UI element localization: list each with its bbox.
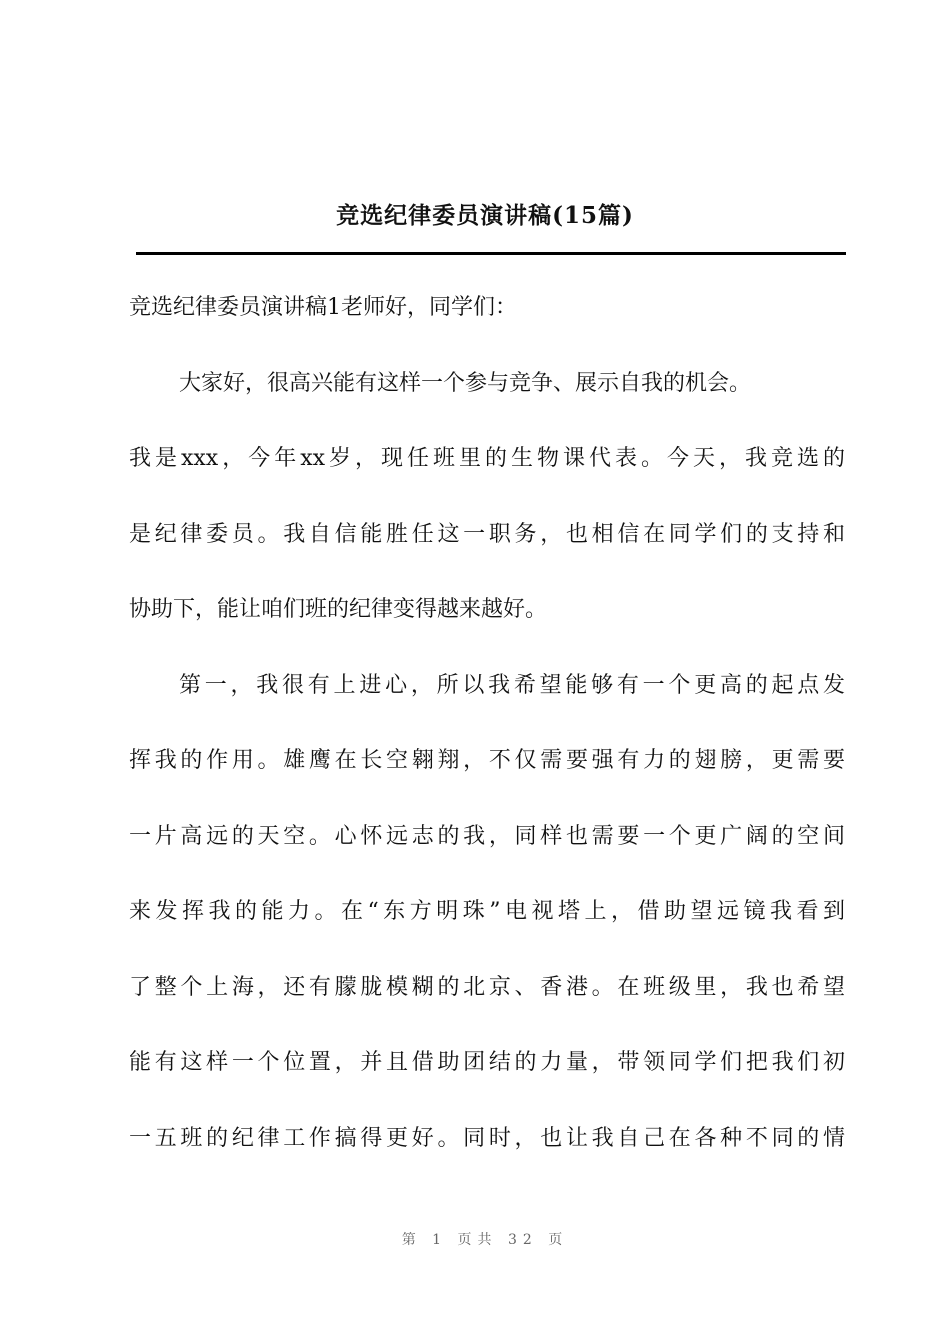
- body-line: 一片高远的天空。心怀远志的我，同样也需要一个更广阔的空间: [129, 823, 845, 849]
- page-number-footer: 第 1 页共 32 页: [401, 1232, 569, 1248]
- body-line: 竞选纪律委员演讲稿1老师好，同学们：: [129, 295, 517, 320]
- body-line: 挥我的作用。雄鹰在长空翱翔，不仅需要强有力的翅膀，更需要: [129, 748, 845, 773]
- body-line: 是纪律委员。我自信能胜任这一职务，也相信在同学们的支持和: [129, 521, 845, 547]
- body-line: 我是xxx，今年xx岁，现任班里的生物课代表。今天，我竞选的: [129, 446, 845, 471]
- body-line: 了整个上海，还有朦胧模糊的北京、香港。在班级里，我也希望: [129, 974, 845, 1000]
- body-line: 第一，我很有上进心，所以我希望能够有一个更高的起点发: [179, 672, 845, 698]
- body-line: 能有这样一个位置，并且借助团结的力量，带领同学们把我们初: [129, 1050, 845, 1075]
- document-title: 竞选纪律委员演讲稿(15篇): [336, 202, 634, 229]
- body-line: 协助下，能让咱们班的纪律变得越来越好。: [129, 597, 548, 622]
- body-line: 来发挥我的能力。在“东方明珠”电视塔上，借助望远镜我看到: [129, 899, 845, 924]
- title-underline: [136, 252, 846, 255]
- body-line: 一五班的纪律工作搞得更好。同时，也让我自己在各种不同的情: [129, 1125, 845, 1151]
- body-line: 大家好，很高兴能有这样一个参与竞争、展示自我的机会。: [179, 370, 752, 396]
- document-body: [129, 270, 845, 1176]
